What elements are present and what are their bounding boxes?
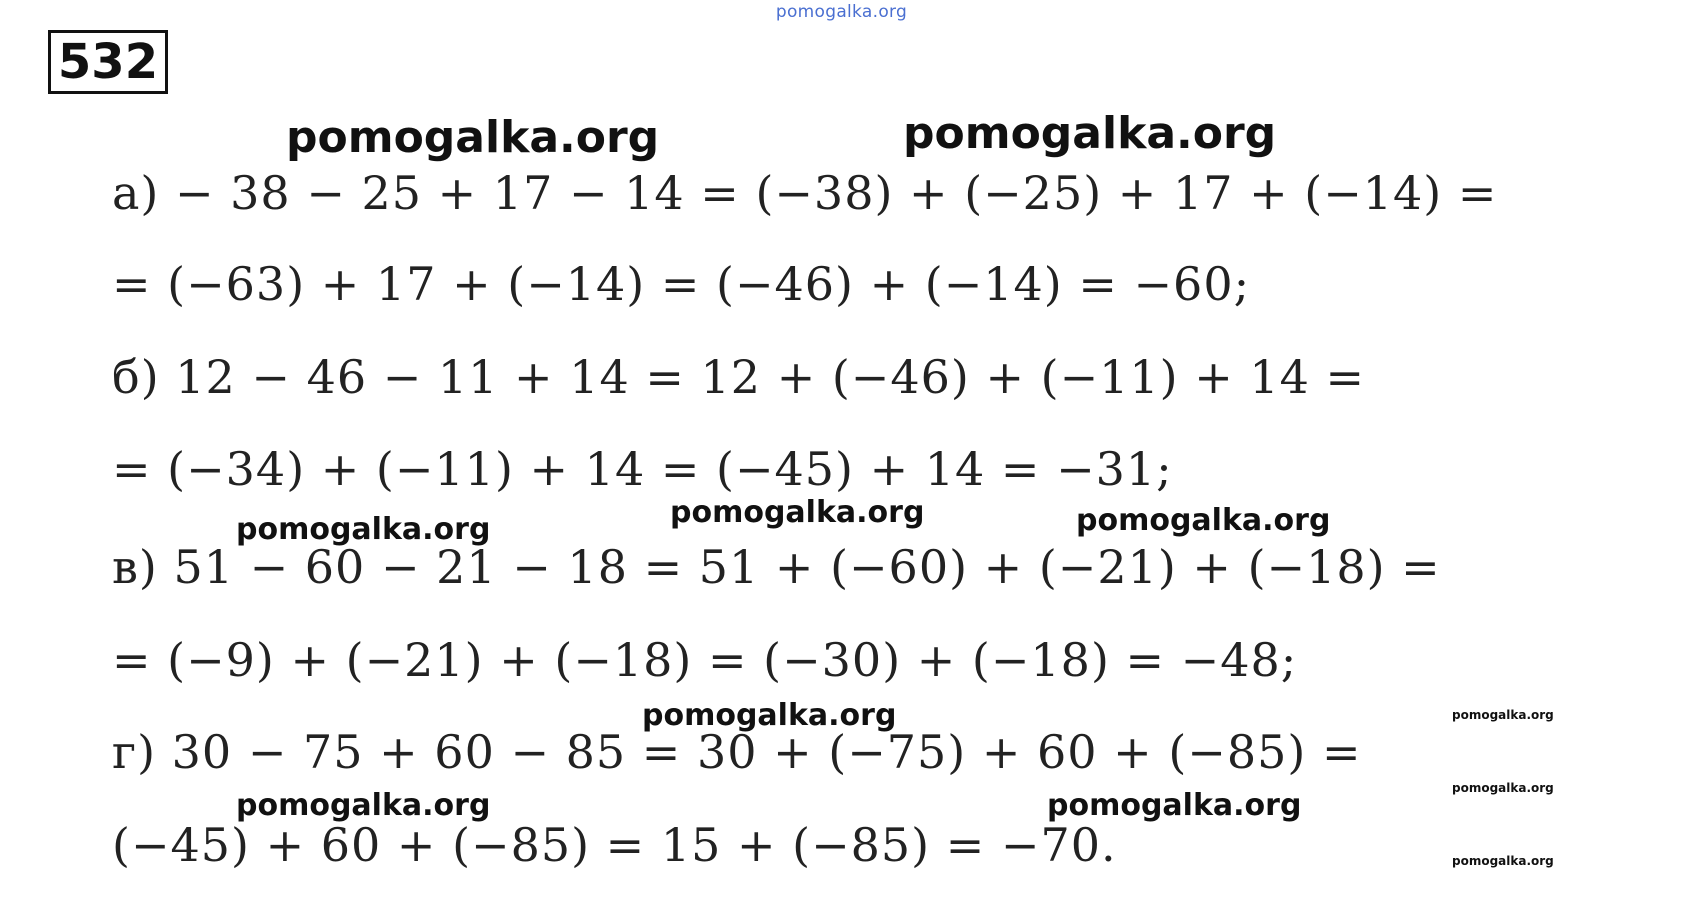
solution-line-a1: а) − 38 − 25 + 17 − 14 = (−38) + (−25) + 17 + (−14) =: [112, 166, 1498, 220]
watermark-text: pomogalka.org: [236, 512, 491, 547]
watermark-text: pomogalka.org: [236, 788, 491, 823]
watermark-text: pomogalka.org: [286, 112, 660, 163]
solution-line-a2: = (−63) + 17 + (−14) = (−46) + (−14) = −60;: [112, 257, 1251, 311]
watermark-text: pomogalka.org: [1452, 708, 1554, 722]
solution-line-b1: б) 12 − 46 − 11 + 14 = 12 + (−46) + (−11) + 14 =: [112, 350, 1366, 404]
watermark-text: pomogalka.org: [670, 495, 925, 530]
watermark-text: pomogalka.org: [1452, 781, 1554, 795]
solution-line-g1: г) 30 − 75 + 60 − 85 = 30 + (−75) + 60 + (−85) =: [112, 725, 1362, 779]
watermark-text: pomogalka.org: [642, 698, 897, 733]
top-watermark: pomogalka.org: [775, 2, 908, 22]
solution-line-v1: в) 51 − 60 − 21 − 18 = 51 + (−60) + (−21) + (−18) =: [112, 540, 1441, 594]
solution-line-v2: = (−9) + (−21) + (−18) = (−30) + (−18) = −48;: [112, 633, 1298, 687]
solution-line-b2: = (−34) + (−11) + 14 = (−45) + 14 = −31;: [112, 442, 1173, 496]
problem-number: 532: [48, 30, 168, 94]
watermark-text: pomogalka.org: [1452, 854, 1554, 868]
watermark-text: pomogalka.org: [903, 108, 1277, 159]
solution-line-g2: (−45) + 60 + (−85) = 15 + (−85) = −70.: [112, 818, 1117, 872]
watermark-text: pomogalka.org: [1076, 503, 1331, 538]
watermark-text: pomogalka.org: [1047, 788, 1302, 823]
